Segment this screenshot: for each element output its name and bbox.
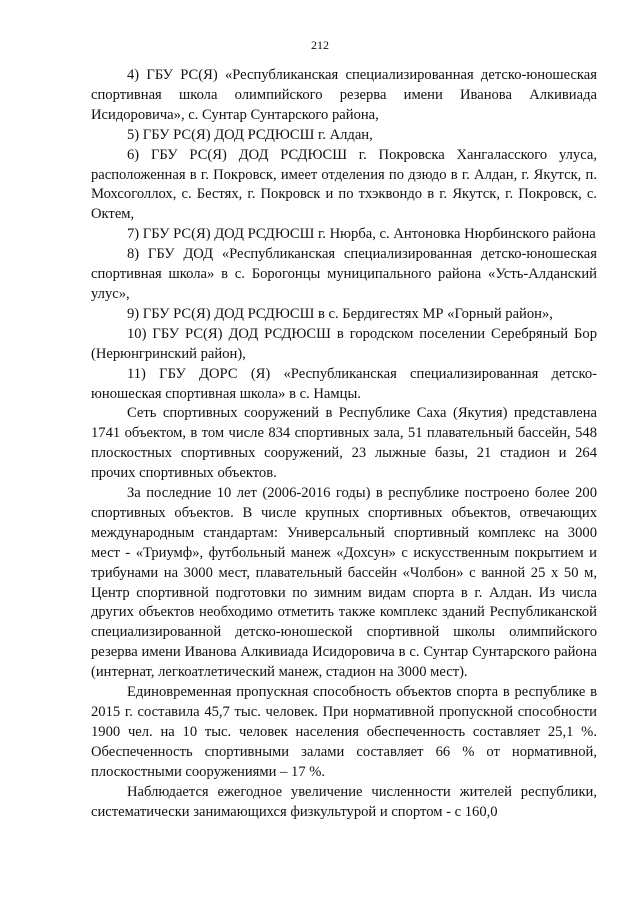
list-item-8: 8) ГБУ ДОД «Республиканская специализированная детско-юношеская спортивная школа» в с. Борогонцы муниципального района «Усть-Алданский улус», [91, 246, 597, 302]
page-number: 212 [311, 38, 329, 52]
paragraph-recent-construction: За последние 10 лет (2006-2016 годы) в республике построено более 200 спортивных объектов. В числе крупных спортивных объектов, отвечающих международным стандартам: Универсальный спортивный комплекс на 3000 мест - «Триумф», футбольный манеж «Дохсун» с искусственным покрытием и трибунами на 3000 мест, плавательный бассейн «Чолбон» с ванной 25 х 50 м, Центр спортивной подготовки по зимним видам спорта в г. Алдан. Из числа других объектов необходимо отметить также комплекс зданий Республиканской специализированной детско-юношеской спортивной школы олимпийского резерва имени Иванова Алкивиада Исидоровича в с. Сунтар Сунтарского района (интернат, легкоатлетический манеж, стадион на 3000 мест). [91, 485, 597, 681]
list-item-5: 5) ГБУ РС(Я) ДОД РСДЮСШ г. Алдан, [127, 126, 373, 143]
list-item-11: 11) ГБУ ДОРС (Я) «Республиканская специализированная детско-юношеская спортивная школа» в с. Намцы. [91, 365, 597, 402]
list-item-10: 10) ГБУ РС(Я) ДОД РСДЮСШ в городском поселении Серебряный Бор (Нерюнгринский район), [91, 325, 597, 362]
document-body [91, 66, 597, 822]
paragraph-capacity: Единовременная пропускная способность объектов спорта в республике в 2015 г. составила 45,7 тыс. человек. При нормативной пропускной способности 1900 чел. на 10 тыс. человек населения обеспеченность составляет 25,1 %. Обеспеченность спортивными залами составляет 66 % от нормативной, плоскостными сооружениями – 17 %. [91, 684, 597, 780]
paragraph-sports-facilities-network: Сеть спортивных сооружений в Республике Саха (Якутия) представлена 1741 объектом, в том числе 834 спортивных зала, 51 плавательный бассейн, 548 плоскостных спортивных сооружений, 23 лыжные базы, 21 стадион и 264 прочих спортивных объектов. [91, 405, 597, 482]
paragraph-participation-growth: Наблюдается ежегодное увеличение численности жителей республики, систематически занимающихся физкультурой и спортом - с 160,0 [91, 783, 597, 820]
list-item-9: 9) ГБУ РС(Я) ДОД РСДЮСШ в с. Бердигестях МР «Горный район», [127, 305, 553, 322]
list-item-7: 7) ГБУ РС(Я) ДОД РСДЮСШ г. Нюрба, с. Антоновка Нюрбинского района [127, 226, 596, 243]
list-item-6: 6) ГБУ РС(Я) ДОД РСДЮСШ г. Покровска Хангаласского улуса, расположенная в г. Покровск, имеет отделения по дзюдо в г. Алдан, г. Якутск, п. Мохсоголлох, с. Бестях, г. Покровск и по тхэквондо в г. Якутск, г. Покровск, с. Октем, [91, 146, 597, 223]
list-item-4: 4) ГБУ РС(Я) «Республиканская специализированная детско-юношеская спортивная школа олимпийского резерва имени Иванова Алкивиада Исидоровича», с. Сунтар Сунтарского района, [91, 67, 597, 123]
